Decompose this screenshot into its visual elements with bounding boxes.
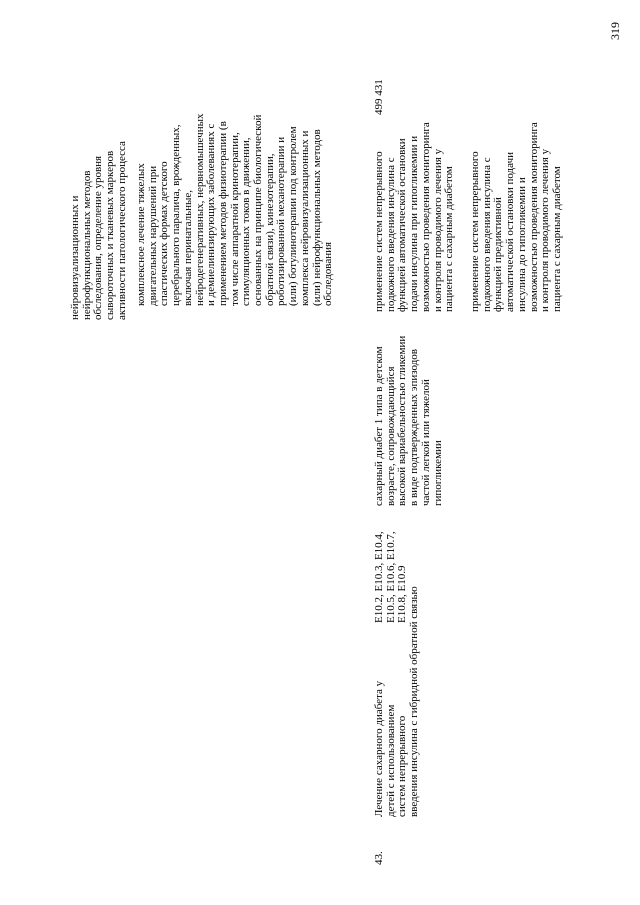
cell-normative-cost: 499 431: [373, 79, 385, 115]
cell-treatment-profile: Лечение сахарного диабета у детей с использованием систем непрерывного введения инсулина с гибридной обратной связью: [373, 586, 421, 817]
cell-method-continuation: нейровизуализационных и нейрофункциональных методов обследования, определение уровня сывороточных и тканевых маркеров активности патологического процесса: [69, 141, 128, 320]
cell-patient-model: сахарный диабет 1 типа в детском возрасте, сопровождающийся высокой вариабельностью гликемии в виде подтвержденных эпизодов частой легкой или тяжелой гипогликемии: [373, 335, 444, 506]
cell-icd-codes: E10.2, E10.3, E10.4, E10.5, E10.6, E10.7, E10.8, E10.9: [373, 531, 409, 623]
cell-treatment-method-2: применение систем непрерывного подкожного введения инсулина с функцией предиктивной автоматической остановки подачи инсулина до гипогликемии и возможностью проведения мониторинга и контроля проводимого лечения у пациента с сахарным диабетом: [469, 122, 563, 312]
cell-row-number: 43.: [373, 851, 385, 865]
page-number: 319: [608, 22, 622, 40]
cell-treatment-method-1: применение систем непрерывного подкожного введения инсулина с функцией автоматической остановки подачи инсулина при гипогликемии и возможностью проведения мониторинга и контроля проводимого лечения у пациента с сахарным диабетом: [373, 122, 456, 312]
cell-treatment-continuation: комплексное лечение тяжелых двигательных нарушений при спастических формах детского церебрального паралича, врожденных, включая перинатальные, нейродегенеративных, нервномышечных и демиелинизирующих заболеваниях с применением методов физиотерапии (в том числе аппаратной кринотерапии, стимуляционных токов в движении, основанных на принципе биологической обратной связи), кинезотерапии, роботизированной механотерапии и (или) ботулинотерапии под контролем комплекса нейровизуализационных и (или) нейрофункциональных методов обследования: [135, 113, 335, 306]
